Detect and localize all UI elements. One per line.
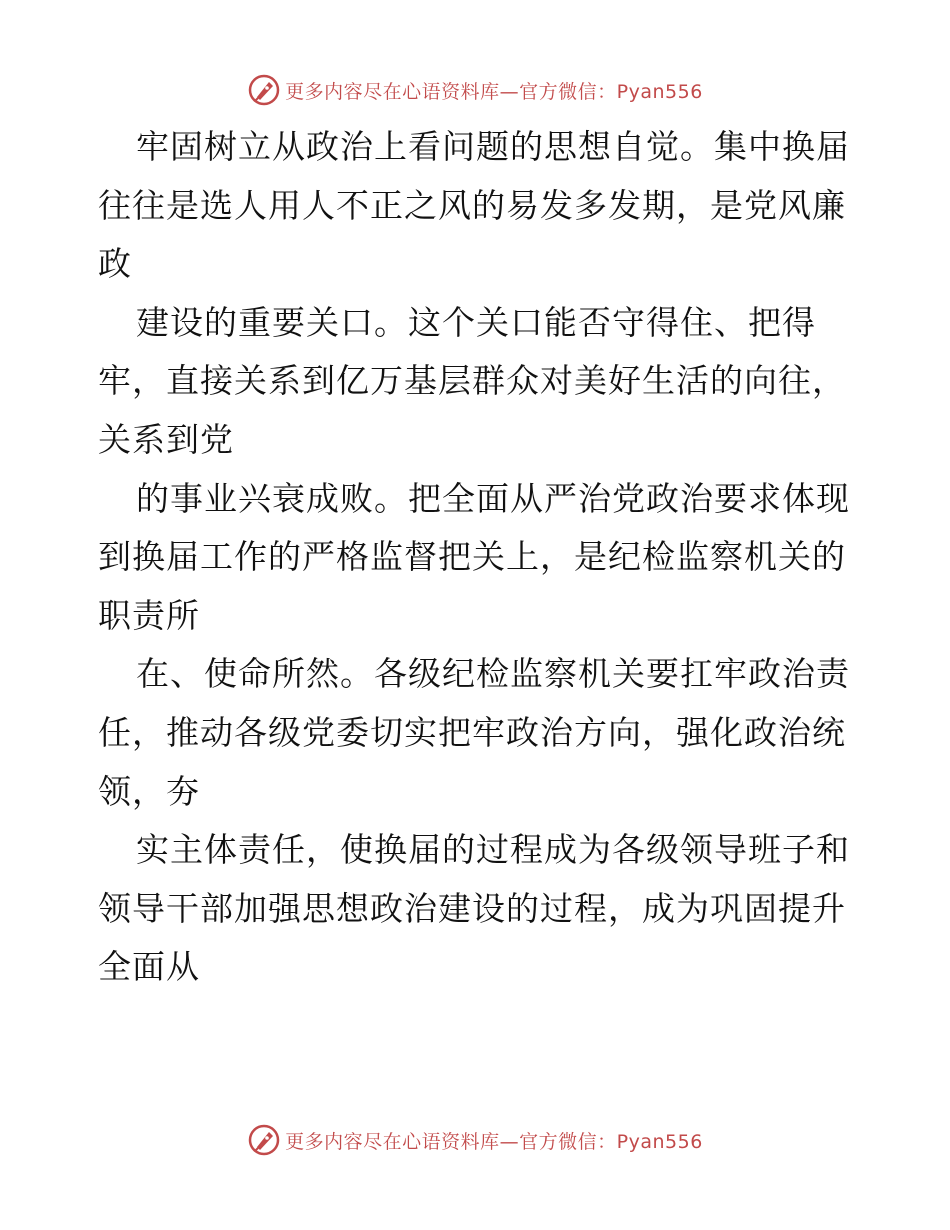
paragraph (98, 294, 858, 470)
footer-banner (0, 1120, 950, 1160)
paragraph-text: 实主体责任，使换届的过程成为各级领导班子和领导干部加强思想政治建设的过程，成为巩固提升 (98, 830, 850, 928)
header-banner-text: 更多内容尽在心语资料库—官方微信：Pyan556 (285, 80, 703, 103)
paragraph-tail: 领，夯 (98, 771, 200, 811)
pen-nib-logo-icon (247, 73, 281, 107)
header-banner (0, 70, 950, 110)
paragraph (98, 470, 858, 646)
paragraph-text: 在、使命所然。各级纪检监察机关要扛牢政治责任，推动各级党委切实把牢政治方向，强化政治统 (98, 654, 850, 752)
paragraph-tail: 政 (98, 244, 132, 284)
paragraph-text: 的事业兴衰成败。把全面从严治党政治要求体现到换届工作的严格监督把关上，是纪检监察机关的 (98, 478, 850, 577)
paragraph-text: 建设的重要关口。这个关口能否守得住、把得牢，直接关系到亿万基层群众对美好生活的向往， (98, 302, 846, 401)
paragraph (98, 821, 858, 997)
paragraph-text: 牢固树立从政治上看问题的思想自觉。集中换届往往是选人用人不正之风的易发多发期，是党风廉 (98, 127, 850, 225)
paragraph-tail: 全面从 (98, 947, 200, 987)
paragraph (98, 645, 858, 821)
pen-nib-logo-icon (247, 1123, 281, 1157)
paragraph (98, 118, 858, 294)
document-body (98, 118, 858, 997)
paragraph-tail: 职责所 (98, 595, 200, 635)
paragraph-tail: 关系到党 (98, 419, 234, 459)
footer-banner-text: 更多内容尽在心语资料库—官方微信：Pyan556 (285, 1130, 703, 1153)
